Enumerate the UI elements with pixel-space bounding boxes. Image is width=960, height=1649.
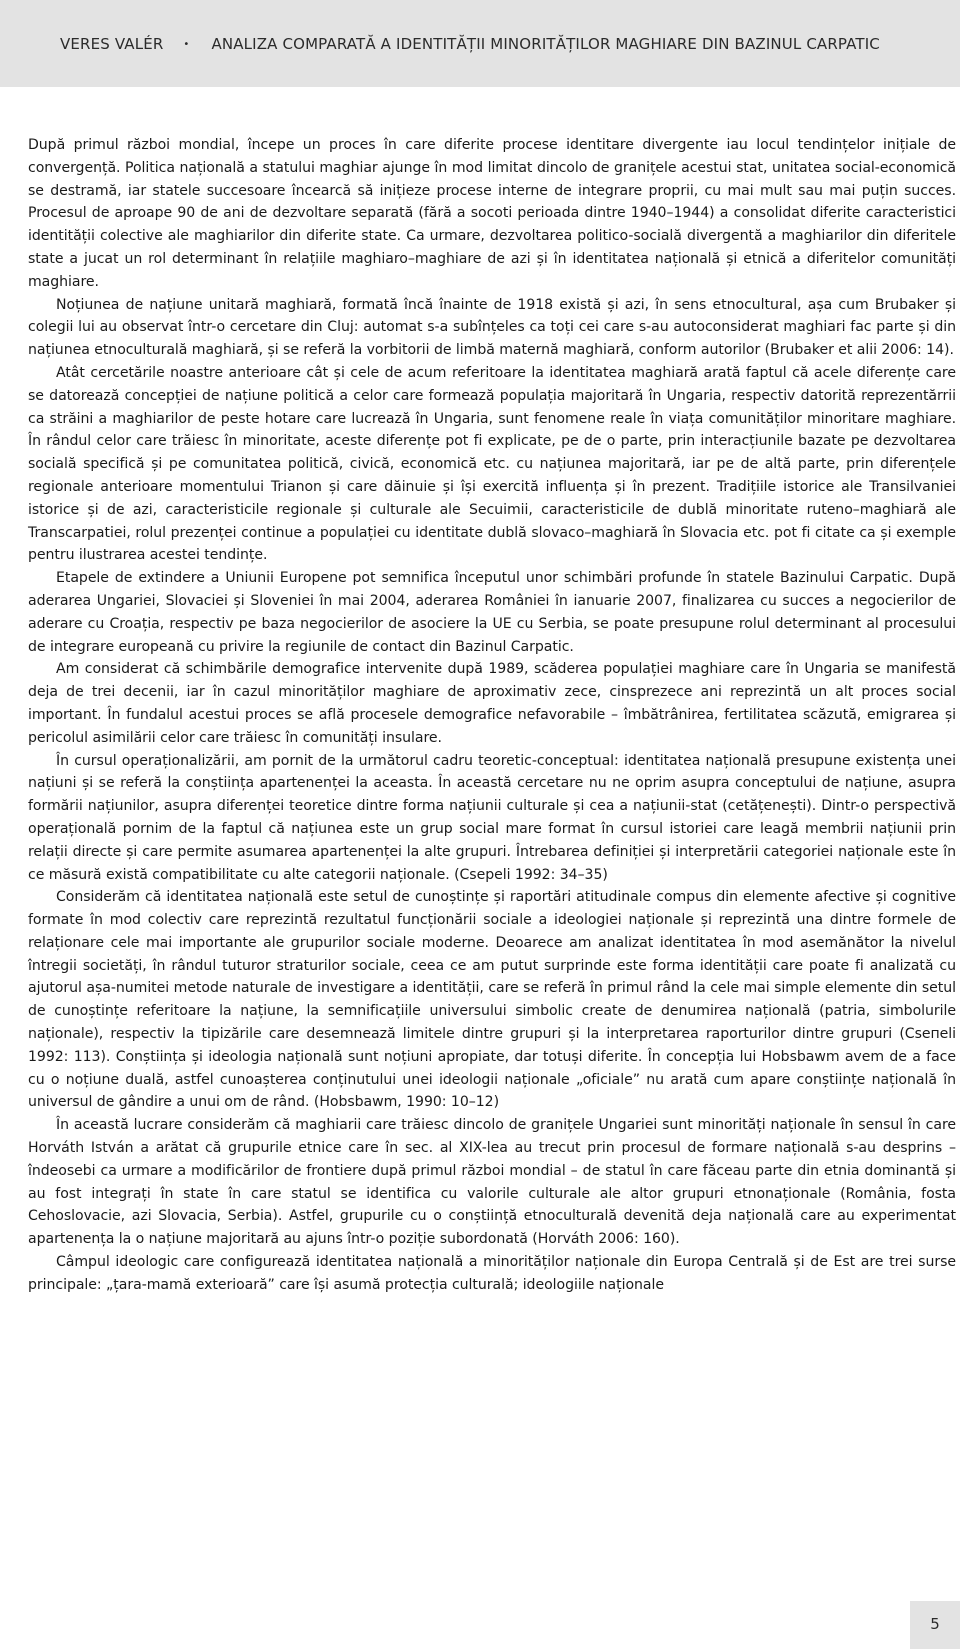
paragraph: Noțiunea de națiune unitară maghiară, formată încă înainte de 1918 există și azi, în sens etnocultural, așa cum Brubaker și colegii lui au observat într-o cercetare din Cluj: automat s-a subînțeles ca toți cei care s-au autoconsiderat maghiari fac parte și din națiunea etnoculturală maghiară, și se referă la vorbitorii de limbă maternă maghiară, conform autorilor (Brubaker et alii 2006: 14). — [28, 296, 956, 359]
header-text — [60, 35, 880, 53]
paragraph: Atât cercetările noastre anterioare cât și cele de acum referitoare la identitatea maghiară arată faptul că acele diferențe care se datorează concepției de națiune politică a celor care formează populația majoritară în Ungaria, respectiv datorită reprezentărrii ca străini a maghiarilor de peste hotare care lucrează în Ungaria, sunt fenomene reale în viața comunităților minoritare maghiare. În rândul celor care trăiesc în minoritate, aceste diferențe pot fi explicate, pe de o parte, prin interacțiunile bazate pe dezvoltarea socială specifică și pe comunitatea politică, civică, economică etc. cu națiunea majoritară, iar pe de altă parte, prin diferențele regionale anterioare momentului Trianon și care dăinuie și își exercită influența și în prezent. Tradițiile istorice ale Transilvaniei istorice și de azi, caracteristicile regionale și culturale ale Secuimii, caracteristicile de dublă minoritate ruteno–maghiară ale Transcarpatiei, rolul prezenței continue a populației cu identitate dublă slovaco–maghiară în Slovacia etc. pot fi citate ca și exemple pentru ilustrarea acestei tendințe. — [28, 364, 956, 564]
paragraph: Câmpul ideologic care configurează identitatea națională a minorităților naționale din Europa Centrală și de Est are trei surse principale: „țara-mamă exterioară” care își asumă protecția culturală; ideologiile naționale — [28, 1254, 956, 1293]
paragraph: În această lucrare considerăm că maghiarii care trăiesc dincolo de granițele Ungariei sunt minorități naționale în sensul în care Horváth István a arătat că grupurile etnice care în sec. al XIX-lea au trecut prin procesul de formare națională s-au desprins – îndeosebi ca urmare a modificărilor de frontiere după primul război mondial – de statul în care făceau parte din etnia dominantă și au fost integrați în state în care statul se identifica cu valorile culturale ale altor grupuri etnonaționale (România, fosta Cehoslovacie, azi Slovacia, Serbia). Astfel, grupurile cu o conștiință etnoculturală devenită deja națională care au experimentat apartenența la o națiune majoritară au ajuns într-o poziție subordonată (Horváth 2006: 160). — [28, 1117, 956, 1248]
page-number-box — [910, 1601, 960, 1649]
running-header — [0, 0, 960, 87]
paragraph: Am considerat că schimbările demografice intervenite după 1989, scăderea populației maghiare care în Ungaria se manifestă deja de trei decenii, iar în cazul minorităților maghiare de aproximativ zece, cinsprezece ani reprezintă un alt proces social important. În fundalul acestui proces se află procesele demografice nefavorabile – îmbătrânirea, fertilitatea scăzută, emigrarea și pericolul asimilării celor care trăiesc în comunități insulare. — [28, 661, 956, 746]
paragraph: Etapele de extindere a Uniunii Europene pot semnifica începutul unor schimbări profunde în statele Bazinului Carpatic. După aderarea Ungariei, Slovaciei și Sloveniei în mai 2004, aderarea României în ianuarie 2007, finalizarea cu succes a negocierilor de aderare cu Croația, respectiv pe baza negocierilor de asociere la UE cu Serbia, se poate presupune rolul determinant al procesului de integrare europeană cu privire la regiunile de contact din Bazinul Carpatic. — [28, 570, 956, 655]
header-author: VERES VALÉR — [60, 35, 164, 53]
paragraph: După primul război mondial, începe un proces în care diferite procese identitare divergente iau locul tendințelor inițiale de convergență. Politica națională a statului maghiar ajunge în mod limitat dincolo de granițele acestui stat, unitatea social-economică se destramă, iar statele succesoare încearcă să inițieze procese interne de integrare proprii, cu mai mult sau mai puțin succes. Procesul de aproape 90 de ani de dezvoltare separată (fără a socoti perioada dintre 1940–1944) a consolidat diferite caracteristici identității colective ale maghiarilor din diferite state. Ca urmare, dezvoltarea politico-socială divergentă a maghiarilor din diferitele state a jucat un rol determinant în relațiile maghiaro–maghiare de azi și în identitatea națională și etnică a diferitelor comunități maghiare. — [28, 137, 956, 290]
page-number: 5 — [930, 1615, 940, 1633]
header-separator: • — [183, 39, 190, 50]
paragraph: Considerăm că identitatea națională este setul de cunoștințe și raportări atitudinale compus din elemente afective și cognitive formate în mod colectiv care reprezintă rezultatul funcționării sociale a ideologiei naționale și reprezintă una dintre formele de relaționare cele mai importante ale grupurilor sociale moderne. Deoarece am analizat identitatea în mod asemănător la nivelul întregii societăți, în rândul tuturor straturilor sociale, ceea ce am putut surprinde este forma identității care poate fi analizată cu ajutorul așa-numitei metode naturale de investigare a identității, care se referă în primul rând la cele mai simple elemente din setul de cunoștințe referitoare la națiune, la semnificațiile universului simbolic create de denumirea națională (patria, simbolurile naționale), respectiv la tipizările care desemnează limitele dintre grupuri și la interpretarea raporturilor dintre grupuri (Cseпeli 1992: 113). Conștiința și ideologia națională sunt noțiuni apropiate, dar totuși diferite. În concepția lui Hobsbawm avem de a face cu o noțiune duală, astfel cunoașterea conținutului unei ideologii naționale „oficiale” nu arată cum apare conștiințe națională în universul de gândire a unui om de rând. (Hobsbawm, 1990: 10–12) — [28, 889, 956, 1111]
header-title: ANALIZA COMPARATĂ A IDENTITĂȚII MINORITĂȚILOR MAGHIARE DIN BAZINUL CARPATIC — [211, 35, 880, 53]
article-body — [28, 134, 956, 1297]
paragraph: În cursul operaționalizării, am pornit de la următorul cadru teoretic-conceptual: identitatea națională presupune existența unei națiuni și se referă la conștiința apartenenței la aceasta. În această cercetare nu ne oprim asupra conceptului de națiune, asupra formării națiunilor, asupra diferenței teoretice dintre forma națiunii culturale și cea a națiunii-stat (cetățenești). Dintr-o perspectivă operațională pornim de la faptul că națiunea este un grup social mare format în cursul istoriei care leagă membrii națiunii prin relații directe și care permite asumarea apartenenței la alte grupuri. Întrebarea definiției și interpretării categoriei naționale este în ce măsură există compatibilitate cu alte categorii naționale. (Csepeli 1992: 34–35) — [28, 752, 956, 883]
